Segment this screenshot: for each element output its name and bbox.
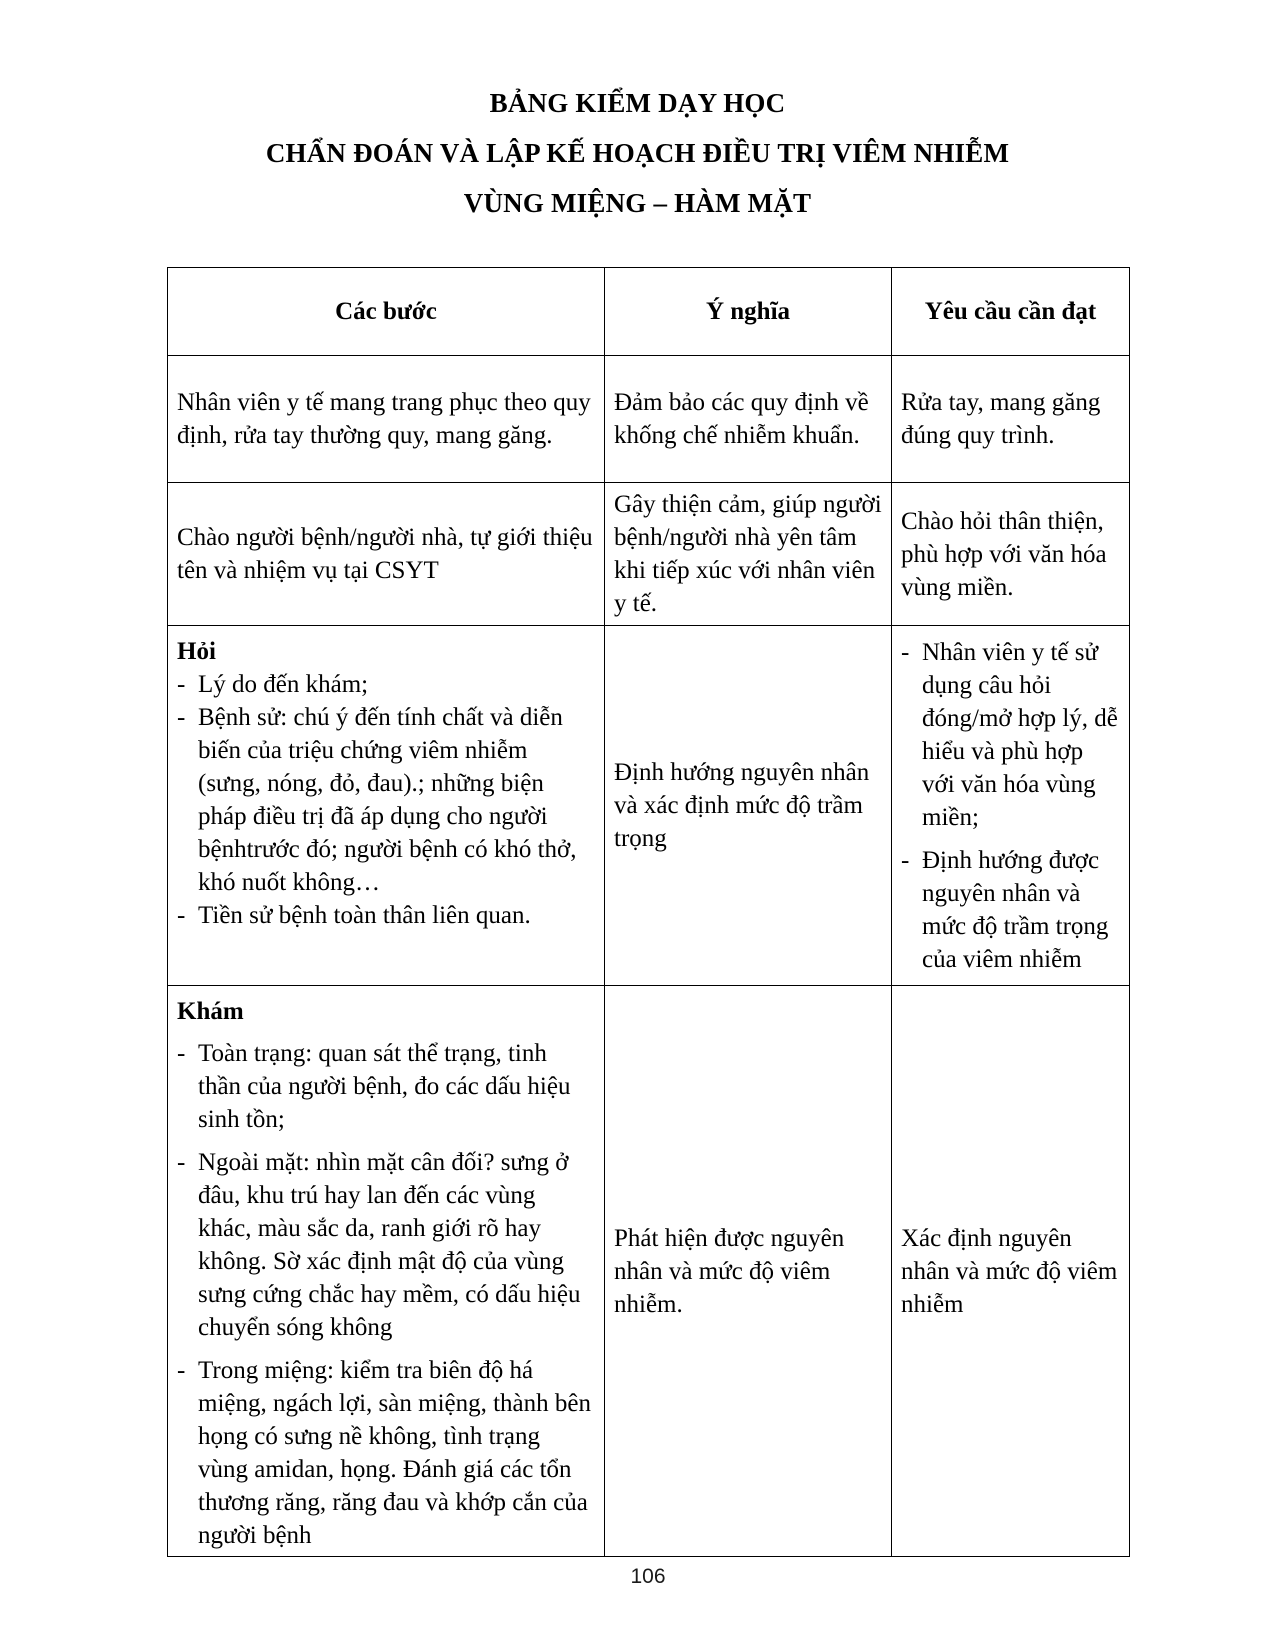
dash-marker: - [177,1040,186,1067]
column-header-steps: Các bước [168,268,605,356]
cell-row1-requirement: Rửa tay, mang găng đúng quy trình. [892,356,1130,483]
title-line-1: BẢNG KIỂM DẠY HỌC [489,88,786,118]
list-item [177,1037,595,1136]
page-number: 106 [630,1565,666,1588]
cell-row3-meaning: Định hướng nguyên nhân và xác định mức độ trầm trọng [605,626,892,986]
dash-marker: - [177,1149,186,1176]
document-title [0,0,1275,228]
checklist-table [167,267,1130,1557]
list-item [177,701,595,899]
dash-marker: - [177,704,186,731]
table-row-greeting [168,483,1130,626]
list-item-text: Lý do đến khám; [198,671,369,698]
cell-row2-requirement: Chào hỏi thân thiện, phù hợp với văn hóa vùng miền. [892,483,1130,626]
table-header-row [168,268,1130,356]
cell-row4-steps [168,986,605,1557]
list-item [177,1354,595,1552]
dash-marker: - [177,671,186,698]
column-header-meaning: Ý nghĩa [605,268,892,356]
cell-row3-steps [168,626,605,986]
dash-marker: - [901,846,910,874]
dash-marker: - [901,638,910,666]
cell-row1-steps: Nhân viên y tế mang trang phục theo quy định, rửa tay thường quy, mang găng. [168,356,605,483]
dash-marker: - [177,1357,186,1384]
list-item-text: Nhân viên y tế sử dụng câu hỏi đóng/mở hợp lý, dễ hiểu và phù hợp với văn hóa vùng miền; [922,638,1118,831]
section-heading-hoi: Hỏi [177,638,216,665]
cell-row2-meaning: Gây thiện cảm, giúp người bệnh/người nhà yên tâm khi tiếp xúc với nhân viên y tế. [605,483,892,626]
list-item [177,899,595,932]
list-item [177,1146,595,1344]
cell-row1-meaning: Đảm bảo các quy định về khống chế nhiễm khuẩn. [605,356,892,483]
title-line-2: CHẨN ĐOÁN VÀ LẬP KẾ HOẠCH ĐIỀU TRỊ VIÊM NHIỄM [265,138,1010,168]
table-row-examination [168,986,1130,1557]
list-item [177,668,595,701]
list-item-text: Toàn trạng: quan sát thể trạng, tinh thần của người bệnh, đo các dấu hiệu sinh tồn; [198,1040,571,1133]
list-item-text: Tiền sử bệnh toàn thân liên quan. [198,902,531,929]
table-row-asking [168,626,1130,986]
list-item-text: Ngoài mặt: nhìn mặt cân đối? sưng ở đâu, khu trú hay lan đến các vùng khác, màu sắc da, ranh giới rõ hay không. Sờ xác định mật độ của vùng sưng cứng chắc hay mềm, có dấu hiệu chuyển sóng không [198,1149,581,1341]
list-item-text: Bệnh sử: chú ý đến tính chất và diễn biến của triệu chứng viêm nhiễm (sưng, nóng, đỏ, đau).; những biện pháp điều trị đã áp dụng cho người bệnhtrước đó; người bệnh có khó thở, khó nuốt không… [198,704,577,896]
table-row-uniform [168,356,1130,483]
list-item [901,636,1120,834]
list-item-text: Trong miệng: kiểm tra biên độ há miệng, ngách lợi, sàn miệng, thành bên họng có sưng nề không, tình trạng vùng amidan, họng. Đánh giá các tổn thương răng, răng đau và khớp cắn của người bệnh [198,1357,591,1549]
section-heading-kham: Khám [177,998,244,1025]
dash-marker: - [177,902,186,929]
title-line-3: VÙNG MIỆNG – HÀM MẶT [463,188,812,218]
column-header-requirement: Yêu cầu cần đạt [892,268,1130,356]
cell-row3-requirement [892,626,1130,986]
list-item [901,844,1120,976]
cell-row4-meaning: Phát hiện được nguyên nhân và mức độ viêm nhiễm. [605,986,892,1557]
list-item-text: Định hướng được nguyên nhân và mức độ trầm trọng của viêm nhiễm [922,846,1109,973]
cell-row2-steps: Chào người bệnh/người nhà, tự giới thiệu tên và nhiệm vụ tại CSYT [168,483,605,626]
cell-row4-requirement: Xác định nguyên nhân và mức độ viêm nhiễm [892,986,1130,1557]
